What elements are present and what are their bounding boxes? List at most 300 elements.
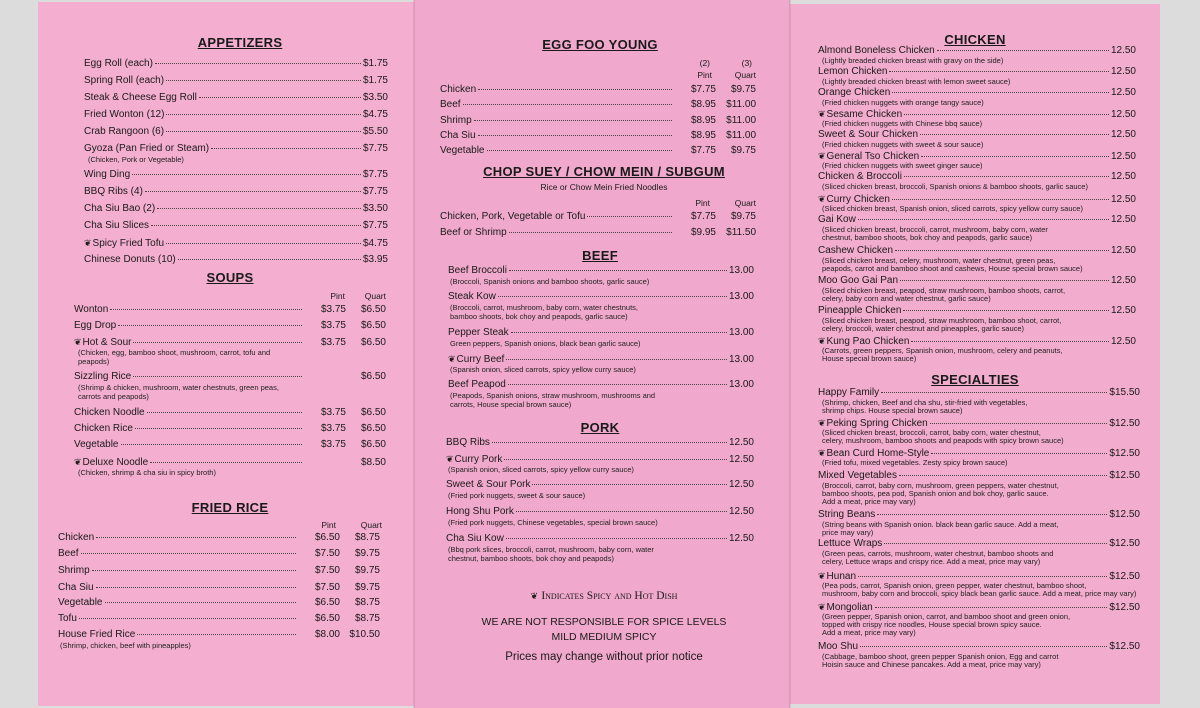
dot-leader bbox=[492, 442, 727, 443]
menu-item bbox=[440, 99, 756, 111]
column-header: Pint bbox=[695, 198, 710, 208]
menu-item bbox=[58, 582, 380, 594]
item-price-quart: $8.75 bbox=[354, 613, 380, 624]
dot-leader bbox=[487, 150, 673, 151]
item-name: BBQ Ribs bbox=[446, 437, 490, 448]
spicy-icon: ❦ bbox=[818, 109, 826, 119]
item-name: Vegetable bbox=[440, 145, 485, 157]
item-price-pint: $6.50 bbox=[314, 532, 340, 543]
menu-item bbox=[84, 220, 388, 232]
item-description: Add a meat, price may vary) bbox=[822, 628, 916, 638]
item-price: 12.50 bbox=[1110, 275, 1136, 286]
item-price: 12.50 bbox=[1110, 45, 1136, 56]
menu-item bbox=[58, 629, 380, 641]
item-description: (Carrots, green peppers, Spanish onion, mushroom, celery and peanuts, bbox=[822, 346, 1063, 355]
dot-leader bbox=[509, 232, 672, 233]
item-price: 12.50 bbox=[1110, 336, 1136, 347]
item-price-pint: $8.95 bbox=[690, 99, 716, 111]
section-title: PORK bbox=[580, 420, 620, 435]
dot-leader bbox=[889, 71, 1108, 72]
section-title: APPETIZERS bbox=[197, 35, 283, 50]
dot-leader bbox=[904, 176, 1109, 177]
dot-leader bbox=[478, 135, 672, 136]
menu-item bbox=[448, 379, 754, 391]
dot-leader bbox=[509, 270, 727, 271]
menu-item bbox=[84, 58, 388, 70]
item-description: (Sliced chicken breast, broccoli, carrot, mushroom, baby corn, water bbox=[822, 225, 1048, 234]
item-description: celery, broccoli, water chestnut and pineapples, garlic sauce) bbox=[822, 324, 1025, 334]
dot-leader bbox=[858, 576, 1107, 577]
item-description: (Sliced chicken breast, broccoli, carrot, baby corn, water chestnut, bbox=[822, 428, 1041, 437]
dot-leader bbox=[506, 359, 727, 360]
fold-line bbox=[413, 0, 415, 708]
item-name: Sweet & Sour Pork bbox=[446, 479, 531, 490]
item-price-pint: $9.95 bbox=[690, 227, 716, 238]
dot-leader bbox=[118, 325, 302, 326]
item-name: Fried Wonton (12) bbox=[84, 109, 165, 120]
dot-leader bbox=[921, 156, 1109, 157]
spicy-icon: ❦ bbox=[530, 591, 541, 601]
item-description: (Sliced chicken breast, celery, mushroom, water chestnut, green peas, bbox=[822, 256, 1056, 265]
item-name: Egg Drop bbox=[74, 320, 117, 331]
item-description: carrots and peapods) bbox=[78, 392, 149, 401]
item-price: $7.75 bbox=[362, 143, 388, 154]
menu-item bbox=[74, 407, 386, 419]
item-price: 13.00 bbox=[728, 291, 754, 302]
dot-leader bbox=[157, 208, 361, 209]
item-price: 12.50 bbox=[1110, 66, 1136, 77]
item-price-pint: $7.50 bbox=[314, 565, 340, 576]
dot-leader bbox=[92, 570, 296, 571]
item-price: 12.50 bbox=[1110, 245, 1136, 256]
item-price-pint: $3.75 bbox=[320, 304, 346, 315]
dot-leader bbox=[877, 514, 1107, 515]
spice-levels: MILD MEDIUM SPICY bbox=[551, 631, 657, 643]
dot-leader bbox=[508, 384, 727, 385]
menu-item bbox=[58, 532, 380, 544]
item-description: (Chicken, shrimp & cha siu in spicy broth) bbox=[78, 468, 216, 477]
dot-leader bbox=[150, 462, 302, 463]
item-name: Cha Siu Kow bbox=[446, 533, 504, 544]
item-description: (Sliced chicken breast, peapod, straw mushroom, bamboo shoot, carrot, bbox=[822, 316, 1062, 325]
item-name: Orange Chicken bbox=[818, 87, 891, 98]
dot-leader bbox=[166, 131, 361, 132]
item-description: (Pea pods, carrot, Spanish onion, green pepper, water chestnut, bamboo shoot, bbox=[822, 581, 1087, 590]
item-name: Lemon Chicken bbox=[818, 66, 888, 77]
item-price: $4.75 bbox=[362, 109, 388, 120]
item-name: Beef or Shrimp bbox=[440, 227, 507, 238]
item-description: (Sliced chicken breast, Spanish onion, sliced carrots, spicy yellow curry sauce) bbox=[822, 204, 1083, 213]
item-description: (String beans with Spanish onion. black bean garlic sauce. Add a meat, bbox=[822, 520, 1059, 529]
menu-item bbox=[440, 211, 756, 223]
menu-item bbox=[84, 254, 388, 266]
item-price-pint: $6.50 bbox=[314, 597, 340, 608]
item-price-pint: $3.75 bbox=[320, 407, 346, 418]
dot-leader bbox=[166, 80, 361, 81]
spicy-legend bbox=[454, 590, 754, 602]
spicy-icon: ❦ bbox=[74, 457, 82, 467]
item-price: $1.75 bbox=[362, 58, 388, 69]
item-description: (Shrimp & chicken, mushroom, water chestnuts, green peas, bbox=[78, 383, 279, 392]
item-description: (Sliced chicken breast, peapod, straw mushroom, bamboo shoots, carrot, bbox=[822, 286, 1066, 295]
item-price-quart: $9.75 bbox=[354, 582, 380, 593]
dot-leader bbox=[511, 332, 727, 333]
item-price: $3.50 bbox=[362, 203, 388, 214]
item-name: ❦General Tso Chicken bbox=[818, 151, 920, 162]
menu-item bbox=[58, 613, 380, 625]
item-name: Beef bbox=[58, 548, 79, 559]
item-name: Happy Family bbox=[818, 387, 880, 398]
item-price: 12.50 bbox=[728, 479, 754, 490]
item-description: peapods, carrot and bamboo shoot and cashews, House special brown sauce) bbox=[822, 264, 1083, 274]
column-header: Quart bbox=[364, 291, 386, 301]
item-price: 12.50 bbox=[1110, 109, 1136, 120]
dot-leader bbox=[96, 537, 296, 538]
dot-leader bbox=[892, 199, 1109, 200]
item-description: (Peapods, Spanish onions, straw mushroom, mushrooms and bbox=[450, 391, 656, 400]
item-price-quart: $9.75 bbox=[730, 211, 756, 222]
item-description: shrimp chips. House special brown sauce) bbox=[822, 406, 963, 416]
menu-item bbox=[74, 371, 386, 383]
price-notice: Prices may change without prior notice bbox=[505, 651, 703, 663]
item-name: Chicken Noodle bbox=[74, 407, 145, 418]
item-description: (Bbq pork slices, broccoli, carrot, mushroom, baby corn, water bbox=[448, 545, 654, 554]
item-price-pint: $6.50 bbox=[314, 613, 340, 624]
dot-leader bbox=[81, 553, 296, 554]
item-name: Chicken & Broccoli bbox=[818, 171, 902, 182]
column-header: Quart bbox=[360, 520, 382, 530]
item-price-pint: $7.75 bbox=[690, 145, 716, 157]
dot-leader bbox=[166, 114, 361, 115]
item-price-pint: $8.00 bbox=[314, 629, 340, 640]
item-description: Green peppers, Spanish onions, black bean garlic sauce) bbox=[450, 339, 641, 348]
item-price: $12.50 bbox=[1109, 641, 1140, 652]
menu-item bbox=[440, 145, 756, 157]
item-name: Cha Siu bbox=[58, 582, 94, 593]
item-name: Wonton bbox=[74, 304, 109, 315]
spicy-icon: ❦ bbox=[448, 354, 456, 364]
item-description: (Fried tofu, mixed vegetables. Zesty spicy brown sauce) bbox=[822, 458, 1008, 467]
dot-leader bbox=[532, 484, 726, 485]
dot-leader bbox=[155, 63, 361, 64]
item-price: $12.50 bbox=[1109, 418, 1140, 429]
item-description: topped with crispy rice noodles, House special brown spicy sauce. bbox=[822, 620, 1042, 630]
dot-leader bbox=[147, 412, 302, 413]
column-header: (3) bbox=[741, 58, 752, 68]
item-price-quart: $6.50 bbox=[360, 337, 386, 348]
item-price: $3.50 bbox=[362, 92, 388, 103]
dot-leader bbox=[516, 511, 727, 512]
spicy-icon: ❦ bbox=[818, 418, 826, 428]
column-header: Quart bbox=[734, 198, 756, 208]
item-name: House Fried Rice bbox=[58, 629, 136, 640]
item-name: ❦Bean Curd Home-Style bbox=[818, 448, 930, 459]
item-price-quart: $11.00 bbox=[726, 99, 756, 111]
dot-leader bbox=[930, 423, 1108, 424]
item-name: Cashew Chicken bbox=[818, 245, 894, 256]
dot-leader bbox=[858, 219, 1109, 220]
dot-leader bbox=[937, 50, 1109, 51]
menu-item bbox=[84, 237, 388, 250]
dot-leader bbox=[900, 280, 1109, 281]
item-description: price may vary) bbox=[822, 528, 874, 538]
item-name: Vegetable bbox=[74, 439, 119, 450]
item-description: (Lightly breaded chicken breast with lemon sweet sauce) bbox=[822, 77, 1011, 86]
spicy-icon: ❦ bbox=[84, 238, 92, 248]
item-description: (Green pepper, Spanish onion, carrot, and bamboo shoot and green onion, bbox=[822, 612, 1071, 621]
dot-leader bbox=[931, 453, 1107, 454]
menu-item bbox=[84, 109, 388, 121]
spicy-icon: ❦ bbox=[818, 602, 826, 612]
spicy-icon: ❦ bbox=[818, 194, 826, 204]
item-description: (Fried pork nuggets, sweet & sour sauce) bbox=[448, 491, 586, 500]
item-name: Lettuce Wraps bbox=[818, 538, 883, 549]
item-price: $5.50 bbox=[362, 126, 388, 137]
item-name: Pineapple Chicken bbox=[818, 305, 902, 316]
item-price-quart: $6.50 bbox=[360, 439, 386, 450]
item-name: Pepper Steak bbox=[448, 327, 509, 338]
item-price-quart: $9.75 bbox=[354, 565, 380, 576]
item-name: Mixed Vegetables bbox=[818, 470, 897, 481]
item-price-quart: $8.75 bbox=[354, 532, 380, 543]
item-price-quart: $6.50 bbox=[360, 371, 386, 382]
section-title: SOUPS bbox=[206, 270, 254, 285]
item-price: 12.50 bbox=[728, 533, 754, 544]
dot-leader bbox=[79, 618, 296, 619]
item-price: 12.50 bbox=[1110, 171, 1136, 182]
item-price: 13.00 bbox=[728, 327, 754, 338]
item-price: 12.50 bbox=[728, 506, 754, 517]
dot-leader bbox=[875, 607, 1108, 608]
dot-leader bbox=[133, 376, 302, 377]
dot-leader bbox=[884, 543, 1107, 544]
menu-item bbox=[74, 439, 386, 451]
dot-leader bbox=[920, 134, 1109, 135]
item-name: ❦Mongolian bbox=[818, 602, 873, 613]
item-price: 12.50 bbox=[1110, 87, 1136, 98]
menu-item bbox=[74, 320, 386, 332]
item-name: ❦Hot & Sour bbox=[74, 337, 132, 348]
menu-item bbox=[446, 506, 754, 518]
item-name: String Beans bbox=[818, 509, 876, 520]
column-header: Pint bbox=[330, 291, 345, 301]
column-header: Quart bbox=[734, 70, 756, 80]
item-name: Spring Roll (each) bbox=[84, 75, 165, 86]
dot-leader bbox=[506, 538, 727, 539]
item-description: peapods) bbox=[78, 357, 110, 366]
item-price: $7.75 bbox=[362, 220, 388, 231]
item-name: Moo Shu bbox=[818, 641, 859, 652]
item-price-pint: $8.95 bbox=[690, 129, 716, 141]
dot-leader bbox=[121, 444, 303, 445]
item-name: Steak Kow bbox=[448, 291, 496, 302]
item-name: Beef bbox=[440, 99, 461, 111]
item-price: $7.75 bbox=[362, 186, 388, 197]
item-price-quart: $10.50 bbox=[349, 629, 380, 640]
item-price-pint: $3.75 bbox=[320, 320, 346, 331]
menu-item bbox=[446, 533, 754, 545]
item-price: 12.50 bbox=[1110, 151, 1136, 162]
item-name: ❦Curry Beef bbox=[448, 354, 505, 365]
item-price-quart: $9.75 bbox=[354, 548, 380, 559]
disclaimer: WE ARE NOT RESPONSIBLE FOR SPICE LEVELS bbox=[481, 616, 727, 628]
menu-item bbox=[74, 423, 386, 435]
item-price-quart: $6.50 bbox=[360, 423, 386, 434]
item-description: (Broccoli, Spanish onions and bamboo shoots, garlic sauce) bbox=[450, 277, 650, 286]
item-description: celery, mushroom, bamboo shoots and peapods with spicy brown sauce) bbox=[822, 436, 1064, 446]
item-name: Vegetable bbox=[58, 597, 103, 608]
menu-item bbox=[58, 548, 380, 560]
item-name: Steak & Cheese Egg Roll bbox=[84, 92, 197, 103]
item-name: ❦Hunan bbox=[818, 571, 857, 582]
column-header: (2) bbox=[699, 58, 710, 68]
item-price: $15.50 bbox=[1109, 387, 1140, 398]
menu-item bbox=[84, 126, 388, 138]
spicy-icon: ❦ bbox=[74, 337, 82, 347]
menu-item bbox=[448, 265, 754, 277]
item-price: 13.00 bbox=[728, 379, 754, 390]
item-price: $12.50 bbox=[1109, 509, 1140, 520]
item-description: (Chicken, Pork or Vegetable) bbox=[88, 155, 184, 164]
item-description: (Sliced chicken breast, broccoli, Spanish onions & bamboo shoots, garlic sauce) bbox=[822, 182, 1088, 191]
spicy-icon: ❦ bbox=[446, 454, 454, 464]
spicy-icon: ❦ bbox=[818, 448, 826, 458]
dot-leader bbox=[178, 259, 361, 260]
item-description: mushroom, baby corn and broccoli, spicy black bean garlic sauce. Add a meat, price may vary) bbox=[822, 589, 1137, 599]
dot-leader bbox=[498, 296, 727, 297]
menu-item bbox=[446, 479, 754, 491]
section-title: CHICKEN bbox=[944, 32, 1006, 47]
dot-leader bbox=[478, 89, 672, 90]
item-price-quart: $6.50 bbox=[360, 304, 386, 315]
item-description: celery, baby corn and water chestnut, garlic sauce) bbox=[822, 294, 991, 304]
item-description: (Fried chicken nuggets with sweet & sour sauce) bbox=[822, 140, 984, 149]
item-description: (Shrimp, chicken, beef with pineapples) bbox=[60, 641, 191, 650]
item-price: $12.50 bbox=[1109, 538, 1140, 549]
item-price: 12.50 bbox=[728, 454, 754, 465]
menu-item bbox=[448, 291, 754, 303]
dot-leader bbox=[137, 634, 296, 635]
menu-item bbox=[58, 597, 380, 609]
item-price: 12.50 bbox=[728, 437, 754, 448]
item-description: bamboo shoots, pea pod, Spanish onion and bok choy, garlic sauce. bbox=[822, 489, 1049, 499]
dot-leader bbox=[504, 459, 727, 460]
item-name: ❦Kung Pao Chicken bbox=[818, 336, 910, 347]
item-description: chestnut, bamboo shoots, bok choy and peapods, garlic sauce) bbox=[822, 233, 1033, 243]
item-name: Hong Shu Pork bbox=[446, 506, 514, 517]
item-price-quart: $6.50 bbox=[360, 320, 386, 331]
section-title: FRIED RICE bbox=[191, 500, 269, 515]
dot-leader bbox=[211, 148, 361, 149]
menu-item bbox=[84, 203, 388, 215]
item-name: ❦Deluxe Noodle bbox=[74, 457, 149, 468]
dot-leader bbox=[474, 120, 672, 121]
item-description: carrots, House special brown sauce) bbox=[450, 400, 572, 409]
item-name: ❦Sesame Chicken bbox=[818, 109, 903, 120]
column-header: Pint bbox=[321, 520, 336, 530]
item-price-quart: $9.75 bbox=[730, 145, 756, 157]
item-name: ❦Curry Pork bbox=[446, 454, 503, 465]
item-price-quart: $11.00 bbox=[726, 114, 756, 126]
item-name: Cha Siu Slices bbox=[84, 220, 150, 231]
item-price: $7.75 bbox=[362, 169, 388, 180]
item-name: Wing Ding bbox=[84, 169, 131, 180]
item-price-pint: $3.75 bbox=[320, 439, 346, 450]
item-price: 12.50 bbox=[1110, 194, 1136, 205]
item-price: 12.50 bbox=[1110, 129, 1136, 140]
item-price: $12.50 bbox=[1109, 448, 1140, 459]
item-price: $1.75 bbox=[362, 75, 388, 86]
item-price-quart: $8.50 bbox=[360, 457, 386, 468]
item-description: (Lightly breaded chicken breast with gravy on the side) bbox=[822, 56, 1004, 65]
item-description: (Green peas, carrots, mushroom, water chestnut, bamboo shoots and bbox=[822, 549, 1054, 558]
menu-item bbox=[440, 84, 756, 96]
item-name: Chicken Rice bbox=[74, 423, 133, 434]
item-description: (Broccoli, carrot, mushroom, baby corn, water chestnuts, bbox=[450, 303, 638, 312]
item-name: Egg Roll (each) bbox=[84, 58, 153, 69]
section-title: BEEF bbox=[582, 248, 618, 263]
menu-item bbox=[446, 437, 754, 449]
dot-leader bbox=[96, 587, 296, 588]
item-name: Sizzling Rice bbox=[74, 371, 132, 382]
item-description: (Chicken, egg, bamboo shoot, mushroom, carrot, tofu and bbox=[78, 348, 271, 357]
menu-item bbox=[84, 75, 388, 87]
item-price: $12.50 bbox=[1109, 602, 1140, 613]
item-name: Chicken bbox=[58, 532, 95, 543]
item-price-quart: $11.00 bbox=[726, 129, 756, 141]
item-description: (Broccoli, carrot, baby corn, mushroom, green peppers, water chestnut, bbox=[822, 481, 1059, 490]
section-title: EGG FOO YOUNG bbox=[542, 37, 658, 52]
dot-leader bbox=[903, 310, 1109, 311]
item-name: Chicken, Pork, Vegetable or Tofu bbox=[440, 211, 586, 222]
dot-leader bbox=[151, 225, 361, 226]
item-price-pint: $3.75 bbox=[320, 337, 346, 348]
section-title: CHOP SUEY / CHOW MEIN / SUBGUM bbox=[483, 164, 725, 179]
dot-leader bbox=[881, 392, 1107, 393]
spicy-icon: ❦ bbox=[818, 336, 826, 346]
item-description: bamboo shoots, bok choy and peapods, garlic sauce) bbox=[450, 312, 628, 321]
spicy-legend-text: Indicates Spicy and Hot Dish bbox=[541, 590, 678, 602]
item-name: Cha Siu Bao (2) bbox=[84, 203, 156, 214]
item-price-pint: $3.75 bbox=[320, 423, 346, 434]
dot-leader bbox=[110, 309, 302, 310]
item-price-quart: $9.75 bbox=[730, 84, 756, 95]
dot-leader bbox=[199, 97, 361, 98]
item-name: Tofu bbox=[58, 613, 77, 624]
item-name: ❦Curry Chicken bbox=[818, 194, 890, 205]
menu-item bbox=[440, 130, 756, 142]
section-title: SPECIALTIES bbox=[931, 372, 1019, 387]
item-price: $12.50 bbox=[1109, 470, 1140, 481]
item-price: 13.00 bbox=[728, 354, 754, 365]
item-description: chestnut, bamboo shoots, bok choy and peapods) bbox=[448, 554, 614, 563]
item-description: (Fried chicken nuggets with sweet ginger sauce) bbox=[822, 161, 983, 170]
section-subtitle: Rice or Chow Mein Fried Noodles bbox=[540, 182, 668, 192]
item-description: Add a meat, price may vary) bbox=[822, 497, 916, 507]
fold-line bbox=[789, 0, 791, 708]
menu-item bbox=[84, 186, 388, 198]
item-price-pint: $7.50 bbox=[314, 582, 340, 593]
item-price: $3.95 bbox=[362, 254, 388, 265]
item-description: (Fried chicken nuggets with orange tangy sauce) bbox=[822, 98, 984, 107]
item-price-pint: $7.75 bbox=[690, 84, 716, 95]
spicy-icon: ❦ bbox=[818, 571, 826, 581]
item-price-quart: $8.75 bbox=[354, 597, 380, 608]
item-description: celery, Lettuce wraps and crispy rice. Add a meat, price may vary) bbox=[822, 557, 1041, 567]
item-name: Beef Broccoli bbox=[448, 265, 507, 276]
menu-item bbox=[84, 169, 388, 181]
dot-leader bbox=[860, 646, 1107, 647]
